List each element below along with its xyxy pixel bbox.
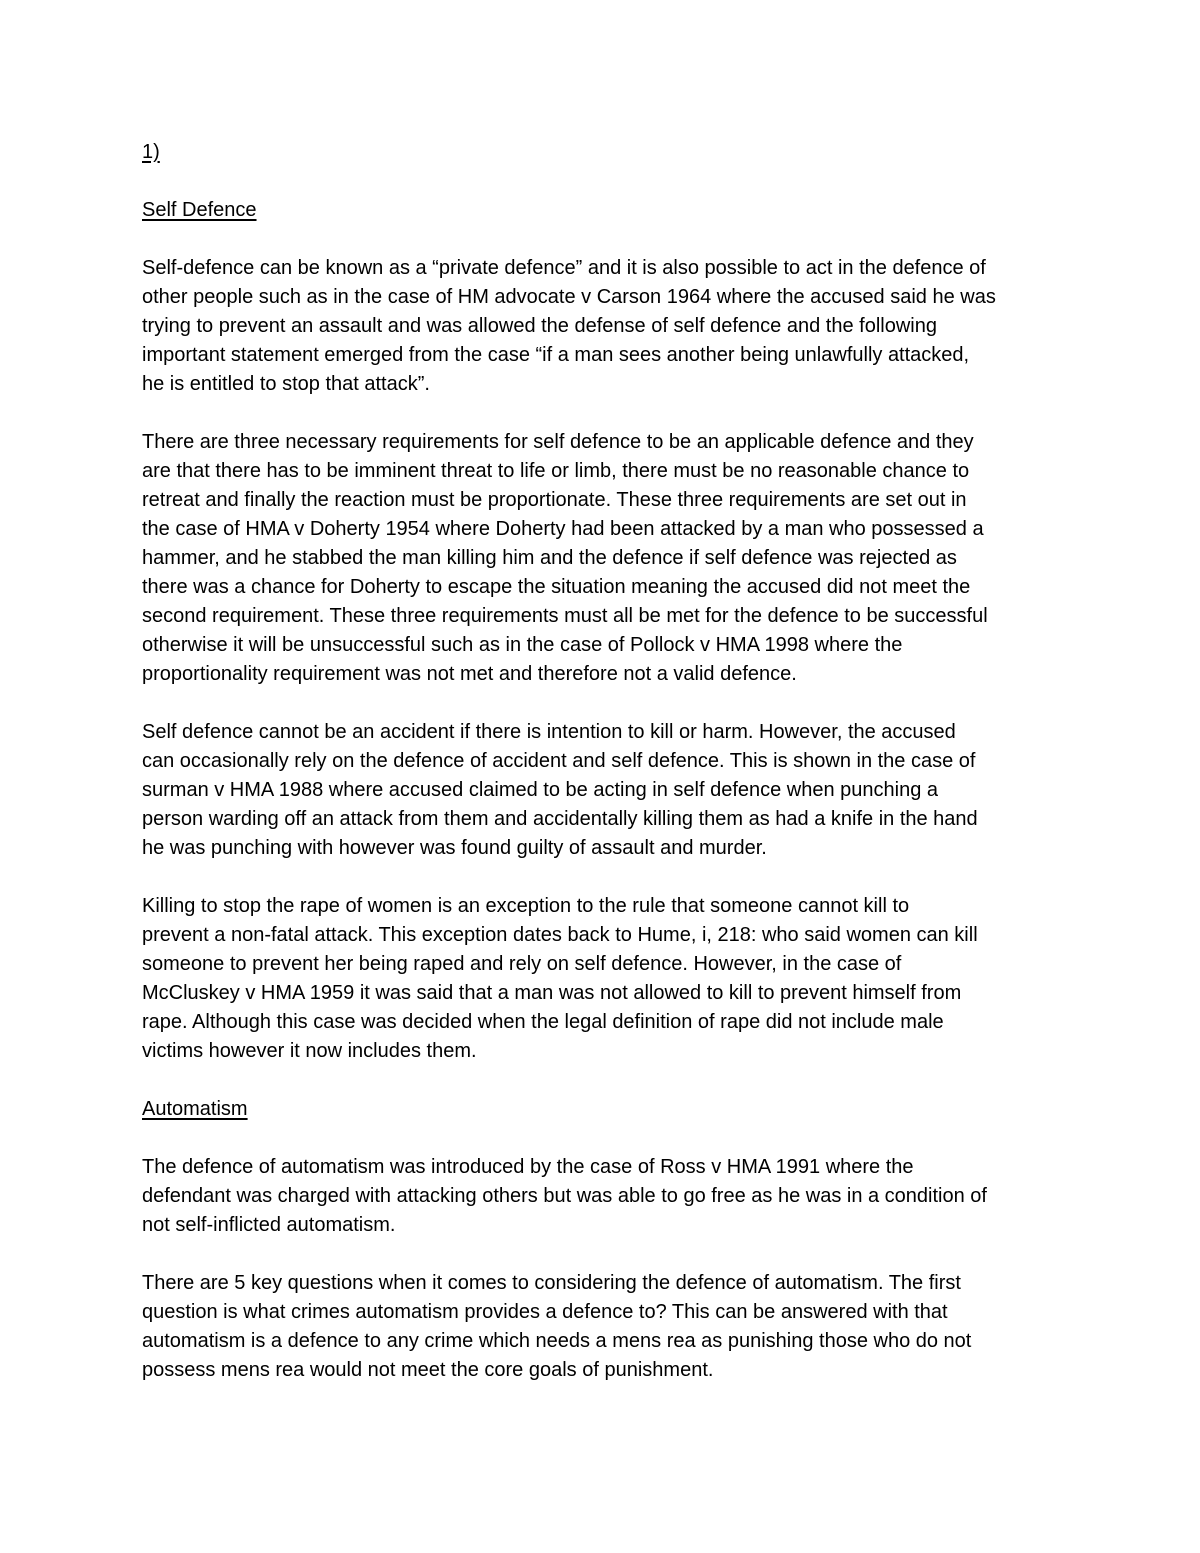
text-line: there was a chance for Doherty to escape the situation meaning the accused did not meet the <box>142 576 971 598</box>
paragraph <box>142 254 1067 399</box>
text-line: There are 5 key questions when it comes to considering the defence of automatism. The first <box>142 1272 961 1294</box>
text-line: important statement emerged from the case “if a man sees another being unlawfully attacked, <box>142 344 970 366</box>
text-line: proportionality requirement was not met and therefore not a valid defence. <box>142 663 797 685</box>
text-line: defendant was charged with attacking others but was able to go free as he was in a condition of <box>142 1185 987 1207</box>
paragraph <box>142 1269 1067 1385</box>
section-number: 1) <box>142 141 160 163</box>
text-line: retreat and finally the reaction must be proportionate. These three requirements are set out in <box>142 489 967 511</box>
text-line: are that there has to be imminent threat to life or limb, there must be no reasonable chance to <box>142 460 970 482</box>
automatism-heading: Automatism <box>142 1098 248 1120</box>
text-line: The defence of automatism was introduced by the case of Ross v HMA 1991 where the <box>142 1156 914 1178</box>
document-body <box>142 138 1067 1385</box>
spacer <box>142 399 1067 428</box>
text-line: trying to prevent an assault and was allowed the defense of self defence and the following <box>142 315 937 337</box>
paragraph <box>142 428 1067 689</box>
paragraph <box>142 718 1067 863</box>
spacer <box>142 863 1067 892</box>
text-line: automatism is a defence to any crime which needs a mens rea as punishing those who do not <box>142 1330 972 1352</box>
paragraph <box>142 1153 1067 1240</box>
text-line: the case of HMA v Doherty 1954 where Doherty had been attacked by a man who possessed a <box>142 518 984 540</box>
text-line: second requirement. These three requirements must all be met for the defence to be successful <box>142 605 988 627</box>
text-line: possess mens rea would not meet the core goals of punishment. <box>142 1359 714 1381</box>
text-line: can occasionally rely on the defence of accident and self defence. This is shown in the case of <box>142 750 976 772</box>
self-defence-heading: Self Defence <box>142 199 257 221</box>
text-line: he is entitled to stop that attack”. <box>142 373 430 395</box>
text-line: surman v HMA 1988 where accused claimed to be acting in self defence when punching a <box>142 779 939 801</box>
spacer <box>142 1240 1067 1269</box>
text-line: victims however it now includes them. <box>142 1040 477 1062</box>
spacer <box>142 167 1067 196</box>
automatism-section <box>142 1095 1067 1385</box>
text-line: person warding off an attack from them and accidentally killing them as had a knife in the hand <box>142 808 978 830</box>
spacer <box>142 1066 1067 1095</box>
text-line: Self-defence can be known as a “private defence” and it is also possible to act in the defence of <box>142 257 986 279</box>
text-line: hammer, and he stabbed the man killing him and the defence if self defence was rejected as <box>142 547 957 569</box>
self-defence-section <box>142 196 1067 1095</box>
text-line: rape. Although this case was decided when the legal definition of rape did not include male <box>142 1011 944 1033</box>
spacer <box>142 689 1067 718</box>
text-line: he was punching with however was found guilty of assault and murder. <box>142 837 767 859</box>
text-line: someone to prevent her being raped and rely on self defence. However, in the case of <box>142 953 902 975</box>
text-line: otherwise it will be unsuccessful such as in the case of Pollock v HMA 1998 where the <box>142 634 903 656</box>
spacer <box>142 225 1067 254</box>
paragraph <box>142 892 1067 1066</box>
text-line: There are three necessary requirements for self defence to be an applicable defence and they <box>142 431 974 453</box>
text-line: Killing to stop the rape of women is an exception to the rule that someone cannot kill to <box>142 895 910 917</box>
text-line: not self-inflicted automatism. <box>142 1214 396 1236</box>
spacer <box>142 1124 1067 1153</box>
text-line: Self defence cannot be an accident if there is intention to kill or harm. However, the accused <box>142 721 956 743</box>
text-line: question is what crimes automatism provides a defence to? This can be answered with that <box>142 1301 948 1323</box>
text-line: McCluskey v HMA 1959 it was said that a man was not allowed to kill to prevent himself from <box>142 982 962 1004</box>
text-line: other people such as in the case of HM advocate v Carson 1964 where the accused said he was <box>142 286 996 308</box>
text-line: prevent a non-fatal attack. This exception dates back to Hume, i, 218: who said women can kill <box>142 924 978 946</box>
